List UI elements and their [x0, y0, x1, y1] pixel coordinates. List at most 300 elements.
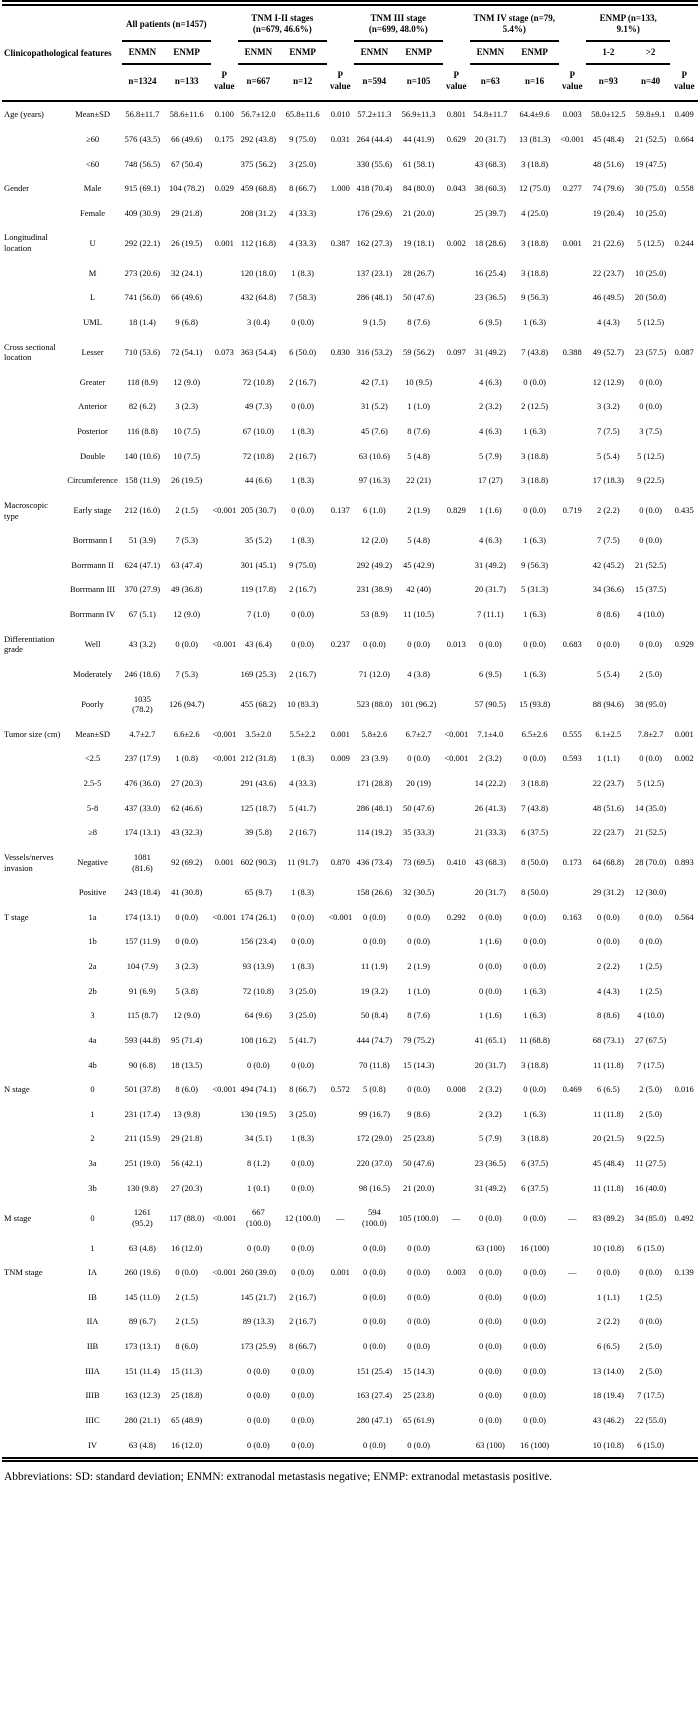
row-label: Anterior: [78, 401, 107, 412]
data-cell: 7 (58.3): [289, 292, 317, 303]
p-value-cell: [443, 419, 470, 444]
data-cell: 6 (37.5): [521, 1182, 549, 1193]
data-cell: 15 (14.3): [403, 1365, 435, 1376]
data-cell: 65.8±11.6: [285, 109, 320, 120]
p-value-cell: 0.893: [674, 857, 694, 868]
p-value-cell: [443, 1028, 470, 1053]
p-value-cell: [559, 261, 586, 286]
subheader-enmn: ENMN: [470, 41, 511, 64]
row-label: 4a: [88, 1034, 97, 1045]
data-cell: 1 (6.3): [523, 535, 546, 546]
p-value-cell: 0.087: [674, 346, 694, 357]
data-cell: 9 (1.5): [363, 316, 386, 327]
data-cell: 0 (0.0): [597, 638, 620, 649]
feature-label: Age (years): [4, 109, 44, 120]
subheader-enmp: ENMP: [395, 41, 443, 64]
p-value-cell: [211, 771, 238, 796]
data-cell: 10 (25.0): [634, 267, 667, 278]
p-value-cell: [211, 880, 238, 905]
data-cell: 2 (16.7): [289, 1316, 317, 1327]
data-cell: 2 (1.5): [175, 505, 198, 516]
p-value-cell: [670, 468, 698, 493]
row-label: Early stage: [73, 505, 112, 516]
data-cell: 0 (0.0): [291, 911, 314, 922]
feature-label: [2, 771, 63, 796]
p-value-cell: 0.013: [446, 638, 466, 649]
p-value-cell: 0.073: [214, 346, 234, 357]
data-cell: 18 (13.5): [171, 1059, 203, 1070]
data-cell: 2 (3.2): [479, 1108, 502, 1119]
corner-header: Clinicopathological features: [2, 3, 122, 101]
data-cell: 21 (52.5): [634, 559, 667, 570]
table-row: [2, 444, 698, 469]
data-cell: 0 (0.0): [523, 1316, 546, 1327]
data-cell: 89 (6.7): [128, 1316, 156, 1327]
data-cell: 1 (0.8): [175, 753, 198, 764]
p-value-cell: <0.001: [212, 1267, 237, 1278]
p-value-cell: [443, 662, 470, 687]
feature-label: [2, 929, 63, 954]
p-value-cell: [670, 1003, 698, 1028]
data-cell: 5 (12.5): [637, 778, 665, 788]
feature-label: [2, 468, 63, 493]
p-value-cell: —: [452, 1212, 461, 1223]
data-cell: 10 (10.8): [592, 1242, 624, 1253]
p-value-cell: <0.001: [328, 911, 353, 922]
p-value-cell: 0.387: [330, 237, 350, 248]
feature-label: [2, 1285, 63, 1310]
p-value-cell: 0.137: [330, 505, 350, 516]
feature-label: [2, 1433, 63, 1460]
data-cell: 0 (0.0): [523, 911, 546, 922]
table-row: [2, 820, 698, 845]
p-value-cell: [443, 979, 470, 1004]
header-spacer: [670, 3, 698, 41]
header-spacer: [559, 41, 586, 64]
data-cell: 41 (65.1): [474, 1034, 506, 1045]
data-cell: 34 (5.1): [244, 1133, 272, 1144]
feature-label: Longitudinal location: [4, 232, 48, 253]
data-cell: 29 (31.2): [592, 887, 624, 898]
p-value-cell: [211, 201, 238, 226]
data-cell: 172 (29.0): [356, 1133, 393, 1144]
p-value-cell: 0.435: [674, 505, 694, 516]
feature-label: [2, 201, 63, 226]
p-value-cell: [443, 1176, 470, 1201]
table-row: [2, 176, 698, 201]
data-cell: 21 (33.3): [474, 827, 506, 838]
data-cell: 48 (51.6): [592, 158, 624, 169]
data-cell: 8 (50.0): [521, 857, 549, 868]
table-row: [2, 1433, 698, 1460]
data-cell: 42 (7.1): [360, 376, 388, 387]
header-spacer: [443, 3, 470, 41]
table-row: [2, 1126, 698, 1151]
data-cell: 9 (56.3): [521, 292, 549, 303]
data-cell: 130 (9.8): [126, 1182, 158, 1193]
p-value-cell: [327, 1236, 354, 1261]
p-value-cell: 0.097: [446, 346, 466, 357]
n-count: n=12: [279, 64, 327, 102]
data-cell: 23 (57.5): [634, 346, 667, 357]
data-cell: 18 (1.4): [128, 316, 156, 327]
row-label: 3b: [88, 1182, 97, 1193]
feature-label: [2, 152, 63, 177]
feature-label: [2, 1151, 63, 1176]
group-header-tnm-3: TNM III stage (n=699, 48.0%): [354, 3, 443, 41]
p-value-cell: [559, 662, 586, 687]
row-label: IB: [88, 1291, 97, 1302]
p-value-cell: [559, 1126, 586, 1151]
data-cell: 99 (16.7): [358, 1108, 390, 1119]
p-value-cell: <0.001: [212, 1212, 237, 1223]
data-cell: 1 (1.6): [479, 505, 502, 516]
data-cell: 3 (18.8): [521, 475, 549, 486]
p-value-cell: [211, 1383, 238, 1408]
p-value-cell: 0.031: [330, 133, 350, 144]
p-value-cell: [443, 1285, 470, 1310]
table-row: [2, 370, 698, 395]
data-cell: 5.5±2.2: [289, 728, 316, 739]
data-cell: 16 (12.0): [171, 1439, 203, 1450]
p-value-cell: [211, 1003, 238, 1028]
data-cell: 1 (6.3): [523, 1010, 546, 1021]
p-value-cell: [559, 1359, 586, 1384]
p-value-cell: [211, 1334, 238, 1359]
data-cell: 316 (53.2): [356, 346, 393, 357]
p-value-cell: [211, 577, 238, 602]
data-cell: 5 (5.4): [597, 668, 620, 679]
p-value-cell: [211, 419, 238, 444]
table-row: [2, 468, 698, 493]
feature-label: [2, 528, 63, 553]
feature-label: [2, 796, 63, 821]
data-cell: 6.1±2.5: [595, 728, 622, 739]
p-value-cell: [559, 444, 586, 469]
data-cell: 34 (85.0): [634, 1212, 667, 1223]
p-value-cell: 0.555: [562, 728, 582, 739]
p-value-cell: [443, 444, 470, 469]
data-cell: 19 (18.1): [403, 237, 435, 248]
n-count: n=1324: [122, 64, 163, 102]
p-value-cell: [443, 1408, 470, 1433]
data-cell: 0 (0.0): [523, 961, 546, 971]
data-cell: 246 (18.6): [124, 668, 161, 679]
data-cell: 0 (0.0): [523, 1084, 546, 1095]
data-cell: 13 (81.3): [519, 133, 551, 144]
data-cell: 5 (41.7): [289, 802, 317, 813]
data-cell: 43 (46.2): [592, 1414, 624, 1425]
data-cell: 50 (47.6): [403, 1158, 435, 1168]
feature-label: Tumor size (cm): [4, 728, 61, 739]
p-value-cell: [559, 285, 586, 310]
data-cell: 63 (100): [475, 1439, 505, 1450]
data-cell: 0 (0.0): [175, 936, 198, 947]
data-cell: 9 (6.8): [175, 316, 198, 327]
p-value-cell: [443, 468, 470, 493]
data-cell: 212 (16.0): [124, 505, 161, 516]
p-value-cell: [211, 444, 238, 469]
data-cell: 10 (7.5): [173, 450, 201, 461]
data-cell: 4 (33.3): [289, 778, 317, 788]
p-value-cell: [559, 1102, 586, 1127]
data-cell: 0 (0.0): [407, 1341, 430, 1351]
feature-label: [2, 1383, 63, 1408]
data-cell: 12 (100.0): [284, 1212, 321, 1223]
data-cell: 741 (56.0): [124, 292, 161, 303]
data-cell: 3 (2.3): [175, 961, 198, 971]
data-cell: 2 (5.0): [639, 1084, 662, 1095]
data-cell: 0 (0.0): [363, 638, 386, 649]
data-cell: 0 (0.0): [407, 1291, 430, 1302]
data-cell: 8 (6.0): [175, 1341, 198, 1351]
p-value-cell: [327, 201, 354, 226]
data-cell: 0 (0.0): [291, 638, 314, 649]
data-cell: 0 (0.0): [363, 936, 386, 947]
p-value-cell: 0.237: [330, 638, 350, 649]
table-row: [2, 1383, 698, 1408]
data-cell: 49 (7.3): [244, 401, 272, 412]
data-cell: 8 (1.2): [247, 1158, 270, 1168]
data-cell: 22 (21): [406, 475, 432, 486]
p-value-cell: [443, 528, 470, 553]
feature-label: [2, 662, 63, 687]
data-cell: 59.8±9.1: [635, 109, 666, 120]
row-label: U: [89, 237, 96, 248]
row-label: 2: [90, 1133, 95, 1144]
data-cell: 15 (11.3): [171, 1365, 203, 1376]
feature-label: Gender: [4, 183, 30, 194]
p-value-cell: [327, 261, 354, 286]
table-row: [2, 602, 698, 627]
feature-label: [2, 1334, 63, 1359]
data-cell: 4.7±2.7: [129, 728, 156, 739]
data-cell: 523 (88.0): [356, 698, 393, 709]
data-cell: 9 (56.3): [521, 559, 549, 570]
data-cell: 0 (0.0): [291, 1365, 314, 1376]
data-cell: 35 (33.3): [403, 827, 435, 838]
data-cell: 251 (19.0): [124, 1158, 161, 1168]
data-cell: 4 (4.3): [597, 985, 620, 996]
data-cell: 98 (16.5): [358, 1182, 390, 1193]
data-cell: 7 (17.5): [637, 1059, 665, 1070]
p-value-cell: <0.001: [444, 753, 469, 764]
data-cell: 11 (11.8): [593, 1059, 624, 1070]
data-cell: 237 (17.9): [124, 753, 161, 764]
data-cell: 0 (0.0): [523, 1414, 546, 1425]
data-cell: 2 (16.7): [289, 1291, 317, 1302]
row-label: <60: [85, 158, 100, 169]
data-cell: 4 (6.3): [479, 426, 502, 436]
data-cell: 0 (0.0): [639, 401, 662, 412]
p-value-cell: [443, 929, 470, 954]
feature-label: [2, 127, 63, 152]
p-value-cell: [327, 285, 354, 310]
data-cell: 6 (6.5): [597, 1341, 620, 1351]
p-value-cell: [559, 468, 586, 493]
data-cell: 6 (1.0): [363, 505, 386, 516]
p-value-cell: [327, 468, 354, 493]
row-label: 2b: [88, 985, 97, 996]
data-cell: 7 (11.1): [477, 609, 504, 619]
p-value-cell: —: [567, 1212, 577, 1223]
p-value-cell: [443, 285, 470, 310]
p-value-cell: [559, 1003, 586, 1028]
p-value-cell: [559, 577, 586, 602]
p-value-cell: 0.409: [674, 109, 694, 120]
data-cell: 0 (0.0): [247, 1414, 270, 1425]
p-value-cell: 0.001: [214, 857, 234, 868]
data-cell: 0 (0.0): [639, 376, 662, 387]
table-row: [2, 201, 698, 226]
data-cell: 1 (8.3): [291, 535, 314, 546]
data-cell: 2 (5.0): [639, 1341, 662, 1351]
data-cell: 11 (10.5): [403, 609, 435, 619]
data-cell: 20 (31.7): [474, 1059, 506, 1070]
data-cell: 8 (7.6): [407, 1010, 430, 1021]
data-cell: 0 (0.0): [363, 1242, 386, 1253]
row-label: 2.5-5: [83, 778, 102, 788]
data-cell: 0 (0.0): [479, 1341, 502, 1351]
feature-label: [2, 577, 63, 602]
n-count: n=667: [238, 64, 279, 102]
p-value-cell: [670, 577, 698, 602]
p-value-cell: [559, 1151, 586, 1176]
p-value-cell: [670, 394, 698, 419]
table-row: [2, 1309, 698, 1334]
data-cell: 476 (36.0): [124, 778, 161, 788]
p-value-cell: [211, 796, 238, 821]
data-cell: 157 (11.9): [124, 936, 160, 947]
p-value-cell: [211, 1433, 238, 1460]
data-cell: 45 (42.9): [403, 559, 435, 570]
p-value-cell: [559, 1053, 586, 1078]
p-value-cell: [559, 152, 586, 177]
data-cell: 140 (10.6): [124, 450, 161, 461]
feature-label: [2, 1003, 63, 1028]
data-cell: 5 (12.5): [637, 316, 665, 327]
p-value-cell: [559, 929, 586, 954]
data-cell: 8 (7.6): [407, 316, 430, 327]
data-cell: 0 (0.0): [523, 753, 546, 764]
p-value-cell: [443, 394, 470, 419]
data-cell: 1 (6.3): [523, 609, 546, 619]
data-cell: 25 (23.8): [403, 1390, 435, 1401]
data-cell: 1 (8.3): [291, 475, 314, 486]
row-label: 4b: [88, 1059, 97, 1070]
subheader-enmp-gt2: >2: [631, 41, 671, 64]
p-value-cell: [670, 1309, 698, 1334]
data-cell: 3 (25.0): [289, 1010, 317, 1021]
p-value-cell: [443, 1151, 470, 1176]
p-value-cell: [327, 1408, 354, 1433]
data-cell: 19 (3.2): [360, 985, 388, 996]
row-label: 3: [90, 1010, 95, 1021]
data-cell: 2 (16.7): [289, 668, 317, 679]
p-value-cell: [670, 662, 698, 687]
data-cell: 286 (48.1): [356, 802, 393, 813]
data-cell: 17 (18.3): [592, 475, 624, 486]
p-value-cell: [211, 310, 238, 335]
p-value-cell: <0.001: [212, 505, 237, 516]
data-cell: 0 (0.0): [363, 1439, 386, 1450]
data-cell: 73 (69.5): [403, 857, 435, 868]
n-count: n=40: [631, 64, 671, 102]
p-value-cell: 0.002: [674, 753, 694, 764]
data-cell: 2 (1.9): [407, 961, 430, 971]
data-cell: 38 (95.0): [634, 698, 667, 709]
data-cell: 34 (36.6): [592, 584, 624, 595]
p-value-cell: [670, 444, 698, 469]
data-cell: 0 (0.0): [407, 911, 430, 922]
p-value-cell: [443, 771, 470, 796]
p-value-cell: 0.100: [214, 109, 234, 120]
data-cell: 7.1±4.0: [477, 728, 504, 739]
data-cell: 15 (14.3): [403, 1059, 435, 1070]
data-cell: 174 (26.1): [240, 911, 277, 922]
p-value-cell: [327, 929, 354, 954]
data-cell: 3 (25.0): [289, 985, 317, 996]
p-value-cell: 0.139: [674, 1267, 694, 1278]
header-spacer: [211, 3, 238, 41]
data-cell: 280 (21.1): [124, 1414, 161, 1425]
data-cell: 286 (48.1): [356, 292, 393, 303]
data-cell: 0 (0.0): [291, 936, 314, 947]
table-body: [2, 101, 698, 1459]
p-value-cell: [443, 1334, 470, 1359]
data-cell: 3 (18.8): [521, 237, 549, 248]
p-value-cell: [443, 954, 470, 979]
data-cell: 1 (6.3): [523, 1108, 546, 1119]
data-cell: 3 (18.8): [521, 1059, 549, 1070]
data-cell: 3 (18.8): [521, 450, 549, 461]
p-value-cell: 0.001: [214, 237, 234, 248]
data-cell: 2 (16.7): [289, 450, 317, 461]
table-row: [2, 845, 698, 880]
data-cell: 2 (5.0): [639, 1108, 662, 1119]
data-cell: 68 (73.1): [592, 1034, 624, 1045]
data-cell: 72 (10.8): [242, 985, 274, 996]
p-value-cell: [443, 880, 470, 905]
p-value-cell: [211, 954, 238, 979]
data-cell: 163 (12.3): [124, 1390, 161, 1401]
p-value-cell: [670, 954, 698, 979]
data-cell: 120 (18.0): [240, 267, 277, 278]
table-row: [2, 1028, 698, 1053]
table-row: [2, 101, 698, 127]
p-value-cell: <0.001: [212, 728, 237, 739]
p-value-cell: [443, 687, 470, 722]
p-value-cell: [211, 820, 238, 845]
row-label: Borrmann IV: [69, 609, 116, 619]
p-value-cell: [559, 201, 586, 226]
p-value-cell: [670, 1102, 698, 1127]
data-cell: 11 (27.5): [635, 1158, 666, 1168]
p-value-cell: [670, 1126, 698, 1151]
p-value-cell: 0.016: [674, 1084, 694, 1095]
data-cell: 145 (11.0): [124, 1291, 160, 1302]
feature-label: TNM stage: [4, 1267, 43, 1278]
p-value-cell: [211, 979, 238, 1004]
p-value-cell: 0.929: [674, 638, 694, 649]
data-cell: 14 (35.0): [634, 802, 667, 813]
row-label: 1: [90, 1242, 95, 1253]
data-cell: 0 (0.0): [479, 1414, 502, 1425]
data-cell: 0 (0.0): [291, 1242, 314, 1253]
n-count: n=63: [470, 64, 511, 102]
data-cell: 8 (50.0): [521, 887, 549, 898]
data-cell: 174 (13.1): [124, 827, 161, 838]
